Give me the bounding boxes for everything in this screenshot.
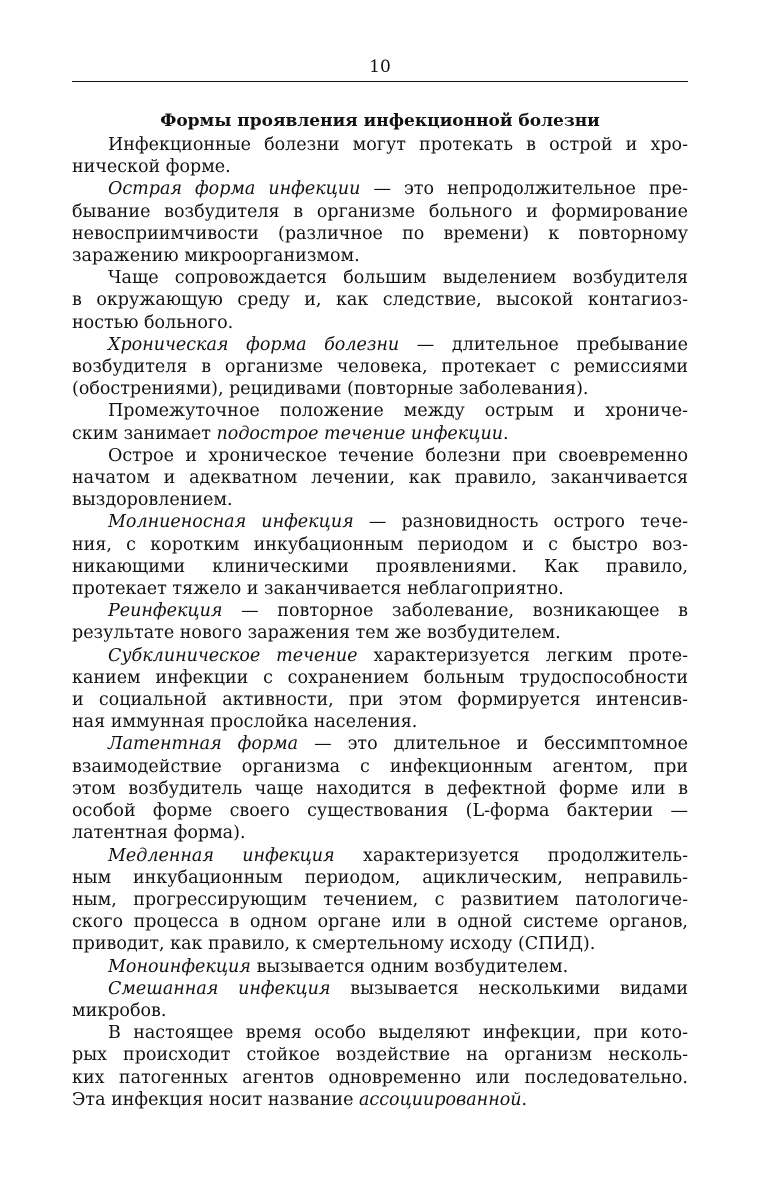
text-line (72, 400, 688, 422)
paragraph (72, 1022, 688, 1111)
text-run: — длительное пребывание (399, 334, 688, 355)
italic-term: Молниеносная инфекция (108, 512, 354, 533)
text-line (72, 134, 688, 156)
text-line (72, 312, 688, 334)
text-run: Острое и хроническое течение болезни при своевременно (108, 445, 688, 466)
text-run: характеризуется продолжитель- (334, 845, 688, 866)
paragraph (72, 334, 688, 401)
italic-term: Медленная инфекция (108, 845, 335, 866)
text-run: особой форме своего существования (L-форма бактерии — (72, 801, 688, 822)
paragraph (72, 845, 688, 956)
paragraph (72, 645, 688, 734)
text-run: ным инкубационным периодом, ациклическим, неправиль- (72, 867, 688, 888)
text-run: — повторное заболевание, возникающее в (222, 601, 688, 622)
italic-term: Моноинфекция (108, 956, 251, 977)
italic-term: Реинфекция (108, 601, 223, 622)
text-run: Чаще сопровождается большим выделением возбудителя (108, 268, 688, 289)
text-line (72, 556, 688, 578)
text-line (72, 223, 688, 245)
italic-term: Субклиническое течение (108, 645, 358, 666)
paragraph (72, 511, 688, 600)
text-line (72, 423, 688, 445)
italic-term: Латентная форма (108, 734, 299, 755)
text-line (72, 578, 688, 600)
text-run: приводит, как правило, к смертельному исходу (СПИД). (72, 934, 596, 955)
text-line (72, 356, 688, 378)
paragraph (72, 956, 688, 978)
text-line (72, 267, 688, 289)
header-rule (72, 81, 688, 82)
text-line (72, 1044, 688, 1066)
text-run: возбудителя в организме человека, протекает с ремиссиями (72, 357, 688, 378)
text-run: выздоровлением. (72, 490, 233, 511)
text-line (72, 1089, 688, 1111)
text-line (72, 445, 688, 467)
text-line (72, 378, 688, 400)
text-line (72, 800, 688, 822)
paragraph (72, 267, 688, 334)
italic-term: Смешанная инфекция (108, 978, 331, 999)
text-run: ным, прогрессирующим течением, с развитием патологиче- (72, 889, 688, 910)
text-line (72, 778, 688, 800)
text-line (72, 534, 688, 556)
text-line (72, 600, 688, 622)
text-run: латентная форма). (72, 823, 246, 844)
paragraph (72, 178, 688, 267)
text-line (72, 911, 688, 933)
text-line (72, 467, 688, 489)
text-line (72, 245, 688, 267)
text-line (72, 334, 688, 356)
text-run: ским занимает (72, 423, 217, 444)
text-run: заражению микроорганизмом. (72, 246, 360, 267)
text-run: . (502, 423, 509, 444)
text-line (72, 845, 688, 867)
document-page (72, 56, 688, 1111)
text-line (72, 289, 688, 311)
text-line (72, 622, 688, 644)
text-run: результате нового заражения тем же возбудителем. (72, 623, 561, 644)
text-line (72, 933, 688, 955)
text-run: (обострениями), рецидивами (повторные заболевания). (72, 379, 589, 400)
text-run: невосприимчивости (различное по времени) к повторному (72, 223, 688, 244)
text-line (72, 689, 688, 711)
text-run: рых происходит стойкое воздействие на организм несколь- (72, 1045, 688, 1066)
text-run: — это длительное и бессимптомное (298, 734, 688, 755)
text-line (72, 201, 688, 223)
page-number: 10 (369, 57, 391, 77)
text-line (72, 645, 688, 667)
paragraph (72, 733, 688, 844)
paragraph (72, 134, 688, 178)
text-run: В настоящее время особо выделяют инфекции, при кото- (108, 1023, 688, 1044)
text-run: микробов. (72, 1000, 167, 1021)
text-line (72, 867, 688, 889)
text-run: никающими клиническими проявлениями. Как правило, (72, 556, 688, 577)
text-run: нической форме. (72, 157, 231, 178)
text-run: вызывается одним возбудителем. (250, 956, 569, 977)
text-line (72, 156, 688, 178)
text-line (72, 889, 688, 911)
text-run: начатом и адекватном лечении, как правило, заканчивается (72, 468, 688, 489)
text-line (72, 178, 688, 200)
text-line (72, 978, 688, 1000)
text-line (72, 1067, 688, 1089)
text-run: — разновидность острого тече- (353, 512, 688, 533)
text-run: ния, с коротким инкубационным периодом и с быстро воз- (72, 534, 688, 555)
text-run: канием инфекции с сохранением больным трудоспособности (72, 667, 688, 688)
text-run: ная иммунная прослойка населения. (72, 712, 418, 733)
section-title: Формы проявления инфекционной болезни (160, 111, 600, 131)
text-run: взаимодействие организма с инфекционным агентом, при (72, 756, 688, 777)
paragraph (72, 978, 688, 1022)
text-line (72, 1000, 688, 1022)
text-line (72, 756, 688, 778)
text-run: протекает тяжело и заканчивается неблагоприятно. (72, 579, 564, 600)
text-line (72, 956, 688, 978)
text-run: бывание возбудителя в организме больного и формирование (72, 201, 688, 222)
text-run: характеризуется легким проте- (357, 645, 688, 666)
italic-term: ассоциированной (359, 1089, 522, 1110)
text-line (72, 733, 688, 755)
text-run: Промежуточное положение между острым и хрониче- (108, 401, 688, 422)
text-run: ких патогенных агентов одновременно или последовательно. (72, 1067, 688, 1088)
text-line (72, 711, 688, 733)
text-line (72, 1022, 688, 1044)
paragraph (72, 600, 688, 644)
text-run: Инфекционные болезни могут протекать в острой и хро- (108, 135, 688, 155)
text-line (72, 489, 688, 511)
text-line (72, 822, 688, 844)
paragraph (72, 445, 688, 512)
italic-term: подострое течение инфекции (216, 423, 503, 444)
italic-term: Хроническая форма болезни (108, 334, 400, 355)
body-text (72, 134, 688, 1111)
text-run: и социальной активности, при этом формируется интенсив- (72, 690, 688, 711)
text-run: этом возбудитель чаще находится в дефектной форме или в (72, 778, 688, 799)
text-line (72, 511, 688, 533)
text-run: ского процесса в одном органе или в одной системе органов, (72, 912, 688, 933)
text-run: ностью больного. (72, 312, 234, 333)
text-run: Эта инфекция носит название (72, 1089, 359, 1110)
paragraph (72, 400, 688, 444)
text-run: вызывается несколькими видами (330, 978, 688, 999)
italic-term: Острая форма инфекции (108, 179, 361, 200)
text-run: . (521, 1089, 528, 1110)
text-run: — это непродолжительное пре- (360, 179, 688, 200)
text-run: в окружающую среду и, как следствие, высокой контагиоз- (72, 290, 688, 311)
text-line (72, 667, 688, 689)
